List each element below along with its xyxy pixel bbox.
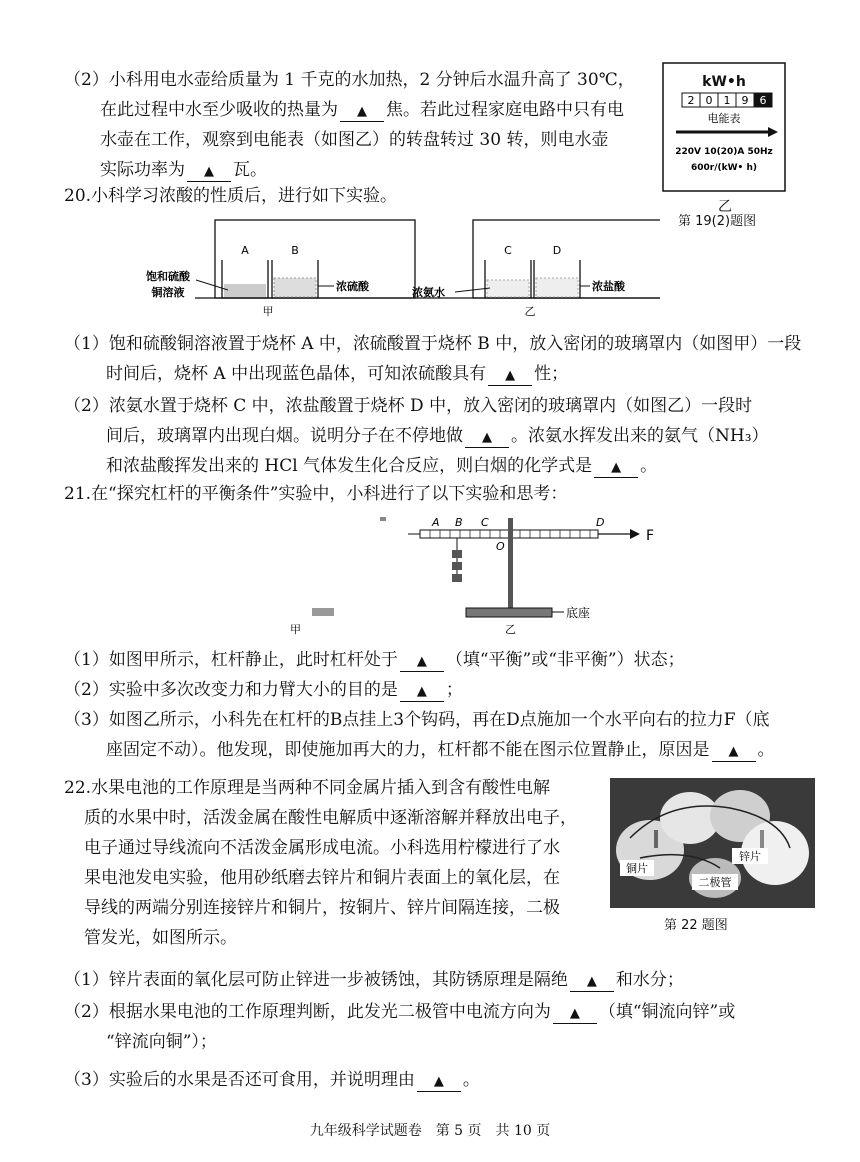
q19-2-text: 瓦。 bbox=[233, 160, 267, 180]
q21-p3-line1: （3）如图乙所示，小科先在杠杆的B点挂上3个钩码，再在D点施加一个水平向右的拉力F（底 bbox=[64, 710, 770, 730]
fruit-battery-photo bbox=[610, 778, 815, 908]
bell-jar-yi bbox=[412, 220, 660, 318]
q20-p1-line1: （1）饱和硫酸铜溶液置于烧杯 A 中，浓硫酸置于烧杯 B 中，放入密闭的玻璃罩内（如图甲）一段 bbox=[64, 334, 802, 354]
lever-figure bbox=[280, 510, 680, 640]
q22-line6: 管发光，如图所示。 bbox=[84, 928, 237, 948]
answer-blank[interactable]: ▲ bbox=[712, 741, 756, 762]
q21-text: （填“平衡”或“非平衡”）状态； bbox=[445, 650, 685, 670]
q21-text: （1）如图甲所示，杠杆静止，此时杠杆处于 bbox=[64, 650, 398, 670]
q20-p2-line1: （2）浓氨水置于烧杯 C 中，浓盐酸置于烧杯 D 中，放入密闭的玻璃罩内（如图乙）一段时 bbox=[64, 396, 753, 416]
q21-p1 bbox=[64, 648, 685, 672]
q21-text: （2）实验中多次改变力和力臂大小的目的是 bbox=[64, 680, 398, 700]
q22-p3 bbox=[64, 1068, 480, 1092]
meter-spec: 220V 10(20)A 50Hz bbox=[675, 147, 773, 157]
figure-label-jia: 甲 bbox=[262, 305, 274, 318]
figure-label-jia: 甲 bbox=[290, 623, 301, 636]
q22-p1 bbox=[64, 968, 684, 992]
q20-text: 。浓氨水挥发出来的氨气（NH₃） bbox=[511, 426, 769, 446]
q20-p1-line2 bbox=[106, 362, 568, 386]
zinc-label: 锌片 bbox=[739, 850, 761, 863]
q19-2-line2 bbox=[100, 98, 624, 122]
q22-p2-line2: “锌流向铜”）； bbox=[106, 1032, 217, 1052]
electric-meter-figure bbox=[660, 60, 790, 195]
solution-label: 铜溶液 bbox=[151, 286, 185, 299]
base-label: 底座 bbox=[566, 606, 591, 620]
beaker-experiment-figure bbox=[120, 218, 660, 320]
meter-fig-label: 乙 bbox=[718, 199, 732, 215]
q22-line5: 导线的两端分别连接锌片和铜片，按铜片、锌片间隔连接，二极 bbox=[84, 898, 560, 918]
answer-blank[interactable]: ▲ bbox=[553, 1003, 597, 1024]
answer-blank[interactable]: ▲ bbox=[340, 101, 384, 122]
answer-blank[interactable]: ▲ bbox=[400, 651, 444, 672]
force-label: F bbox=[646, 528, 655, 544]
q22-line3: 电子通过导线流向不活泼金属形成电流。小科选用柠檬进行了水 bbox=[84, 838, 560, 858]
lever-point-c: C bbox=[481, 516, 489, 529]
q22-line1: 22.水果电池的工作原理是当两种不同金属片插入到含有酸性电解 bbox=[64, 778, 551, 798]
answer-blank[interactable]: ▲ bbox=[488, 365, 532, 386]
q20-text: 性； bbox=[534, 364, 569, 384]
answer-blank[interactable]: ▲ bbox=[594, 457, 638, 478]
meter-label: 电能表 bbox=[707, 112, 741, 125]
meter-unit: kW•h bbox=[702, 74, 746, 90]
solution-label: 浓盐酸 bbox=[592, 280, 625, 293]
q20-text: 。 bbox=[640, 456, 658, 476]
diode-label: 二极管 bbox=[698, 876, 732, 889]
q22-text: （3）实验后的水果是否还可食用，并说明理由 bbox=[64, 1070, 415, 1090]
meter-digit: 0 bbox=[705, 94, 713, 107]
q20-p2-line2 bbox=[106, 424, 769, 448]
q20-p2-line3 bbox=[106, 454, 657, 478]
q19-2-text: 实际功率为 bbox=[100, 160, 185, 180]
lever-point-d: D bbox=[596, 516, 605, 529]
q21-p2 bbox=[64, 678, 463, 702]
q19-2-line4 bbox=[100, 158, 267, 182]
meter-digit: 9 bbox=[741, 94, 749, 107]
q21-text: ； bbox=[445, 680, 463, 700]
q22-text: 。 bbox=[462, 1070, 480, 1090]
meter-digits bbox=[682, 93, 772, 107]
answer-blank[interactable]: ▲ bbox=[187, 161, 231, 182]
meter-digit: 6 bbox=[759, 94, 767, 107]
q20-text: 时间后，烧杯 A 中出现蓝色晶体，可知浓硫酸具有 bbox=[106, 364, 487, 384]
q19-2-line3: 水壶在工作，观察到电能表（如图乙）的转盘转过 30 转，则电水壶 bbox=[100, 130, 609, 150]
beaker-label-a: A bbox=[241, 244, 249, 257]
meter-digit: 2 bbox=[687, 94, 695, 107]
q21-text: 座固定不动）。他发现，即使施加再大的力，杠杆都不能在图示位置静止，原因是 bbox=[106, 740, 710, 760]
q22-text: （1）锌片表面的氧化层可防止锌进一步被锈蚀，其防锈原理是隔绝 bbox=[64, 970, 568, 990]
q22-text: （填“铜流向锌”或 bbox=[598, 1002, 736, 1022]
lever-point-b: B bbox=[455, 516, 463, 529]
solution-label: 饱和硫酸 bbox=[146, 270, 190, 283]
q22-text: （2）根据水果电池的工作原理判断，此发光二极管中电流方向为 bbox=[64, 1002, 551, 1022]
meter-digit: 1 bbox=[723, 94, 731, 107]
copper-label: 铜片 bbox=[626, 862, 648, 875]
q22-p2-line1 bbox=[64, 1000, 735, 1024]
beaker-label-c: C bbox=[504, 244, 512, 257]
answer-blank[interactable]: ▲ bbox=[400, 681, 444, 702]
answer-blank[interactable]: ▲ bbox=[417, 1071, 461, 1092]
answer-blank[interactable]: ▲ bbox=[570, 971, 614, 992]
lever-point-a: A bbox=[432, 516, 440, 529]
fig-19-2-caption: 第 19(2)题图 bbox=[678, 214, 757, 229]
answer-blank[interactable]: ▲ bbox=[465, 427, 509, 448]
q22-line4: 果电池发电实验，他用砂纸磨去锌片和铜片表面上的氧化层，在 bbox=[84, 868, 560, 888]
q22-line2: 质的水果中时，活泼金属在酸性电解质中逐渐溶解并释放出电子， bbox=[84, 808, 577, 828]
beaker-label-b: B bbox=[291, 244, 299, 257]
meter-rate: 600r/(kW• h) bbox=[691, 163, 757, 173]
bell-jar-jia bbox=[146, 220, 440, 318]
q20-intro: 20.小科学习浓酸的性质后，进行如下实验。 bbox=[64, 186, 398, 206]
fig-22-caption: 第 22 题图 bbox=[664, 918, 728, 933]
q20-text: 和浓盐酸挥发出来的 HCl 气体发生化合反应，则白烟的化学式是 bbox=[106, 456, 593, 476]
q19-2-text: 在此过程中水至少吸收的热量为 bbox=[100, 100, 338, 120]
page-footer: 九年级科学试题卷 第 5 页 共 10 页 bbox=[309, 1123, 551, 1139]
solution-label: 浓氨水 bbox=[412, 286, 445, 299]
lever-point-o: O bbox=[496, 540, 505, 553]
q21-p3-line2 bbox=[106, 738, 775, 762]
figure-label-yi: 乙 bbox=[524, 305, 536, 318]
q20-text: 间后，玻璃罩内出现白烟。说明分子在不停地做 bbox=[106, 426, 463, 446]
q21-intro: 21.在“探究杠杆的平衡条件”实验中，小科进行了以下实验和思考： bbox=[64, 484, 568, 504]
q19-2-line1: （2）小科用电水壶给质量为 1 千克的水加热，2 分钟后水温升高了 30℃， bbox=[64, 70, 635, 90]
beaker-label-d: D bbox=[552, 244, 562, 257]
solution-label: 浓硫酸 bbox=[336, 280, 369, 293]
q21-text: 。 bbox=[757, 740, 775, 760]
figure-label-yi: 乙 bbox=[505, 623, 516, 636]
q19-2-text: 焦。若此过程家庭电路中只有电 bbox=[386, 100, 624, 120]
q22-text: 和水分； bbox=[615, 970, 684, 990]
